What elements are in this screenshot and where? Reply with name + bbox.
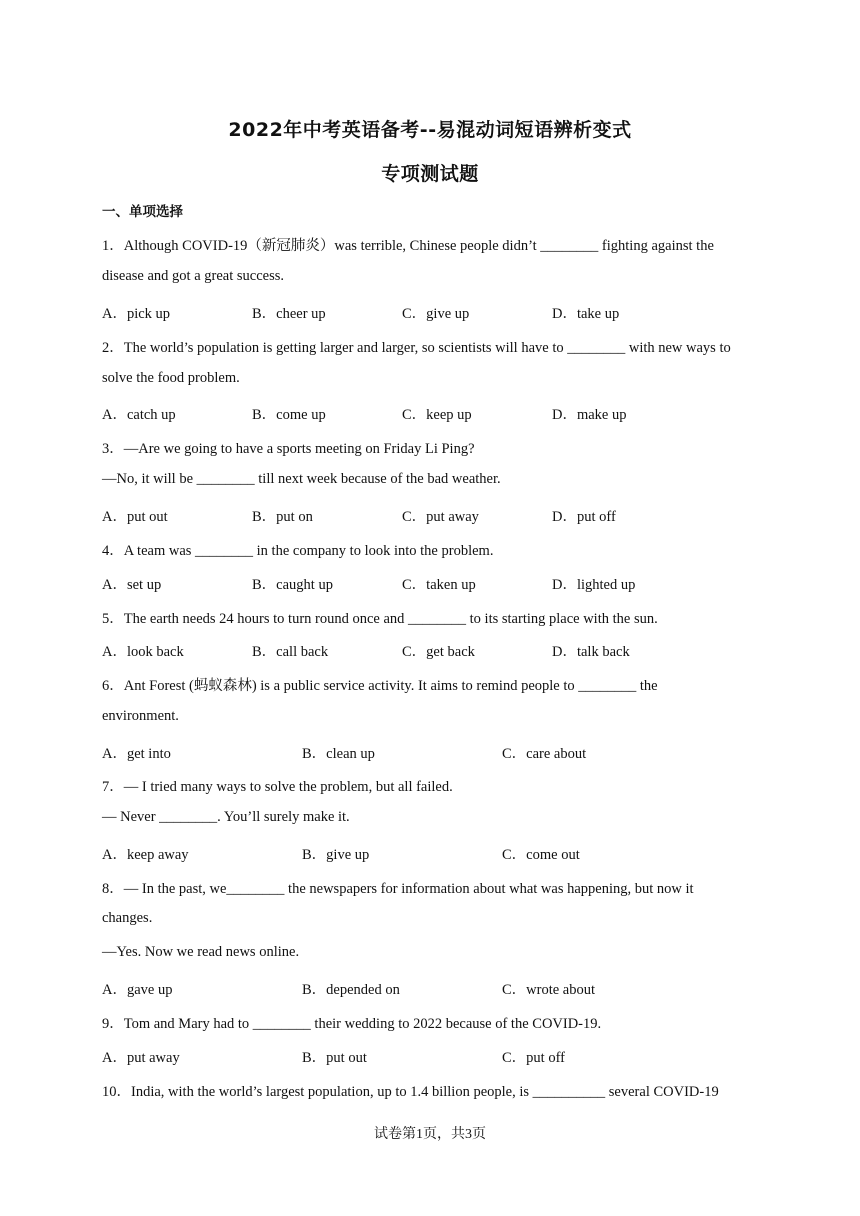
option-c[interactable]: C．come out	[502, 847, 580, 863]
exam-subtitle: 专项测试题	[381, 163, 479, 185]
option-c[interactable]: C．keep up	[402, 407, 472, 423]
question-7-line-2: — Never ________. You’ll surely make it.	[102, 809, 350, 825]
question-1-line-2: disease and got a great success.	[102, 268, 284, 284]
question-2-line-2: solve the food problem.	[102, 370, 240, 386]
question-2-options	[102, 403, 802, 423]
section-heading: 一、单项选择	[102, 204, 183, 220]
option-a[interactable]: A．set up	[102, 577, 162, 593]
question-2-line-1: 2．The world’s population is getting larger and larger, so scientists will have to ________ with new ways to	[102, 340, 731, 356]
option-a[interactable]: A．put away	[102, 1050, 180, 1066]
option-d[interactable]: D．lighted up	[552, 577, 636, 593]
option-b[interactable]: B．cheer up	[252, 306, 326, 322]
question-4-options	[102, 573, 802, 593]
option-a[interactable]: A．keep away	[102, 847, 189, 863]
option-c[interactable]: C．put off	[502, 1050, 565, 1066]
option-a[interactable]: A．look back	[102, 644, 184, 660]
option-a[interactable]: A．catch up	[102, 407, 176, 423]
question-9-line-1: 9．Tom and Mary had to ________ their wedding to 2022 because of the COVID-19.	[102, 1016, 602, 1032]
option-b[interactable]: B．put out	[302, 1050, 367, 1066]
option-b[interactable]: B．put on	[252, 509, 313, 525]
page-footer: 试卷第1页，共3页	[374, 1127, 486, 1142]
question-6-line-1: 6．Ant Forest (蚂蚁森林) is a public service activity. It aims to remind people to ________ the	[102, 678, 658, 694]
question-3-line-2: —No, it will be ________ till next week because of the bad weather.	[102, 471, 501, 487]
option-c[interactable]: C．put away	[402, 509, 479, 525]
option-c[interactable]: C．wrote about	[502, 982, 596, 998]
option-a[interactable]: A．pick up	[102, 306, 171, 322]
question-7-options	[102, 843, 802, 863]
option-a[interactable]: A．gave up	[102, 982, 173, 998]
question-3-line-1: 3．—Are we going to have a sports meeting on Friday Li Ping?	[102, 441, 475, 457]
question-6-options	[102, 742, 802, 762]
option-c[interactable]: C．taken up	[402, 577, 476, 593]
question-8-line-3: —Yes. Now we read news online.	[102, 944, 300, 960]
option-c[interactable]: C．get back	[402, 644, 475, 660]
option-c[interactable]: C．give up	[402, 306, 470, 322]
question-4-line-1: 4．A team was ________ in the company to look into the problem.	[102, 543, 494, 559]
option-d[interactable]: D．talk back	[552, 644, 630, 660]
option-b[interactable]: B．caught up	[252, 577, 333, 593]
question-3-options	[102, 505, 802, 525]
question-1-line-1: 1．Although COVID-19（新冠肺炎）was terrible, Chinese people didn’t ________ fighting against the	[102, 238, 714, 254]
option-b[interactable]: B．clean up	[302, 746, 375, 762]
option-d[interactable]: D．take up	[552, 306, 620, 322]
question-7-line-1: 7．— I tried many ways to solve the problem, but all failed.	[102, 779, 453, 795]
option-b[interactable]: B．give up	[302, 847, 370, 863]
question-6-line-2: environment.	[102, 708, 179, 724]
question-8-options	[102, 978, 802, 998]
question-1-options	[102, 302, 802, 322]
option-c[interactable]: C．care about	[502, 746, 587, 762]
question-9-options	[102, 1046, 802, 1066]
option-b[interactable]: B．call back	[252, 644, 329, 660]
question-8-line-1: 8．— In the past, we________ the newspapers for information about what was happening, but now it	[102, 881, 694, 897]
option-a[interactable]: A．get into	[102, 746, 171, 762]
question-10-line-1: 10．India, with the world’s largest population, up to 1.4 billion people, is __________ several COVID-19	[102, 1084, 719, 1100]
exam-title: 2022年中考英语备考--易混动词短语辨析变式	[228, 119, 632, 141]
option-d[interactable]: D．put off	[552, 509, 616, 525]
question-5-options	[102, 640, 802, 660]
option-b[interactable]: B．come up	[252, 407, 326, 423]
option-a[interactable]: A．put out	[102, 509, 168, 525]
option-d[interactable]: D．make up	[552, 407, 627, 423]
question-8-line-2: changes.	[102, 910, 153, 926]
question-5-line-1: 5．The earth needs 24 hours to turn round once and ________ to its starting place with the sun.	[102, 611, 658, 627]
option-b[interactable]: B．depended on	[302, 982, 400, 998]
